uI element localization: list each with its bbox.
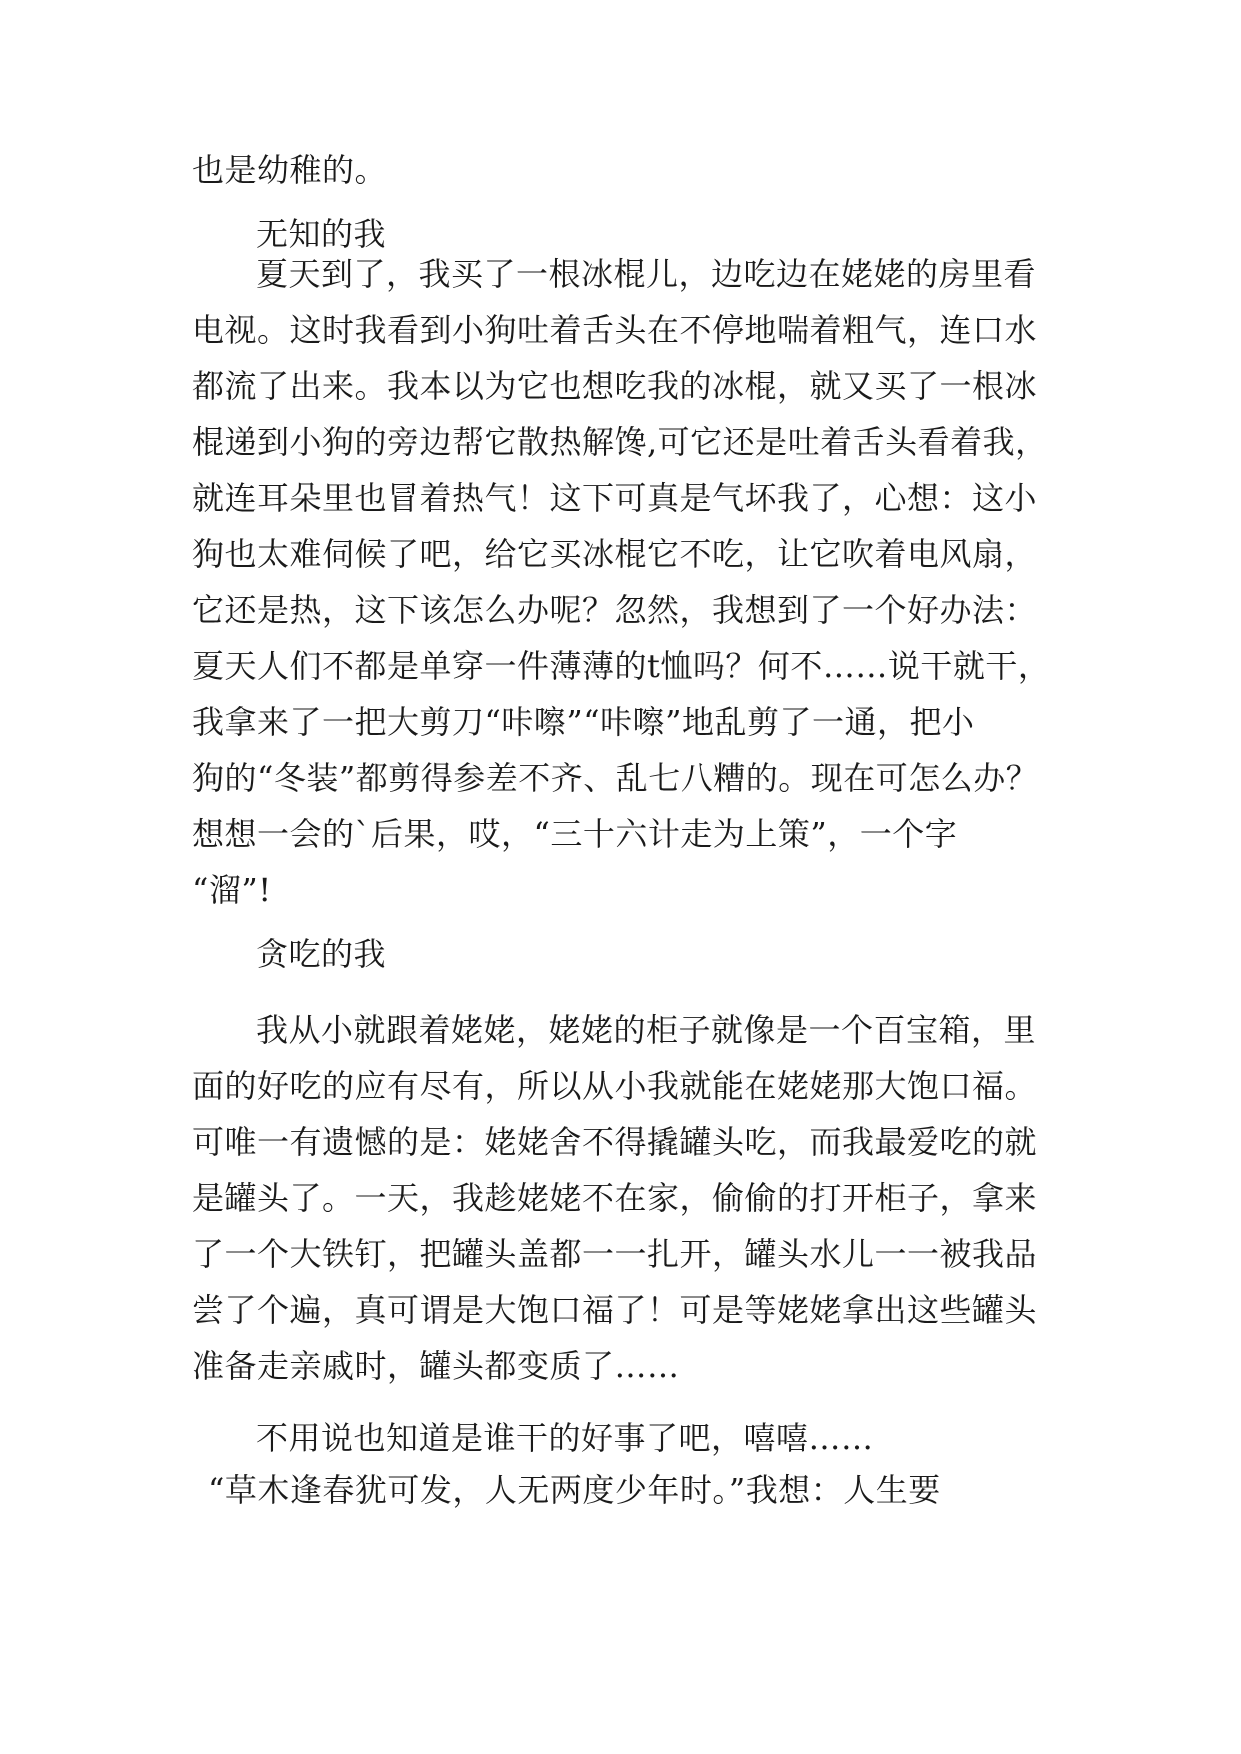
paragraph-line: 不用说也知道是谁干的好事了吧，嘻嘻…… bbox=[256, 1419, 874, 1457]
paragraph-line: 了一个大铁钉，把罐头盖都一一扎开，罐头水儿一一被我品 bbox=[192, 1235, 1038, 1273]
paragraph-line: 就连耳朵里也冒着热气！这下可真是气坏我了，心想：这小 bbox=[192, 479, 1038, 517]
paragraph-line: 夏天人们不都是单穿一件薄薄的t恤吗？何不……说干就干， bbox=[192, 647, 1051, 685]
paragraph-line: “溜”! bbox=[192, 871, 272, 909]
section-heading: 贪吃的我 bbox=[256, 935, 387, 973]
paragraph-line: 狗的“冬装”都剪得参差不齐、乱七八糟的。现在可怎么办？ bbox=[192, 759, 1039, 797]
paragraph-line: 想想一会的`后果，哎，“三十六计走为上策”，一个字 bbox=[192, 815, 958, 853]
paragraph-line: 也是幼稚的。 bbox=[192, 151, 388, 189]
section-heading: 无知的我 bbox=[256, 215, 387, 253]
paragraph-line: 我从小就跟着姥姥，姥姥的柜子就像是一个百宝箱，里 bbox=[256, 1011, 1037, 1049]
paragraph-line: 夏天到了，我买了一根冰棍儿，边吃边在姥姥的房里看 bbox=[256, 255, 1037, 293]
paragraph-line: 我拿来了一把大剪刀“咔嚓”“咔嚓”地乱剪了一通，把小 bbox=[192, 703, 975, 741]
paragraph-line: 狗也太难伺候了吧，给它买冰棍它不吃，让它吹着电风扇， bbox=[192, 535, 1038, 573]
paragraph-line: 电视。这时我看到小狗吐着舌头在不停地喘着粗气，连口水 bbox=[192, 311, 1038, 349]
paragraph-line: 尝了个遍，真可谓是大饱口福了！可是等姥姥拿出这些罐头 bbox=[192, 1291, 1038, 1329]
paragraph-line: 是罐头了。一天，我趁姥姥不在家，偷偷的打开柜子，拿来 bbox=[192, 1179, 1038, 1217]
paragraph-line: 准备走亲戚时，罐头都变质了…… bbox=[192, 1347, 680, 1385]
paragraph-line: 棍递到小狗的旁边帮它散热解馋,可它还是吐着舌头看着我， bbox=[192, 423, 1048, 461]
paragraph-line: “草木逢春犹可发，人无两度少年时。”我想：人生要 bbox=[208, 1471, 941, 1509]
paragraph-line: 面的好吃的应有尽有，所以从小我就能在姥姥那大饱口福。 bbox=[192, 1067, 1038, 1105]
paragraph-line: 可唯一有遗憾的是：姥姥舍不得撬罐头吃，而我最爱吃的就 bbox=[192, 1123, 1038, 1161]
paragraph-line: 它还是热，这下该怎么办呢？忽然，我想到了一个好办法： bbox=[192, 591, 1038, 629]
paragraph-line: 都流了出来。我本以为它也想吃我的冰棍，就又买了一根冰 bbox=[192, 367, 1038, 405]
